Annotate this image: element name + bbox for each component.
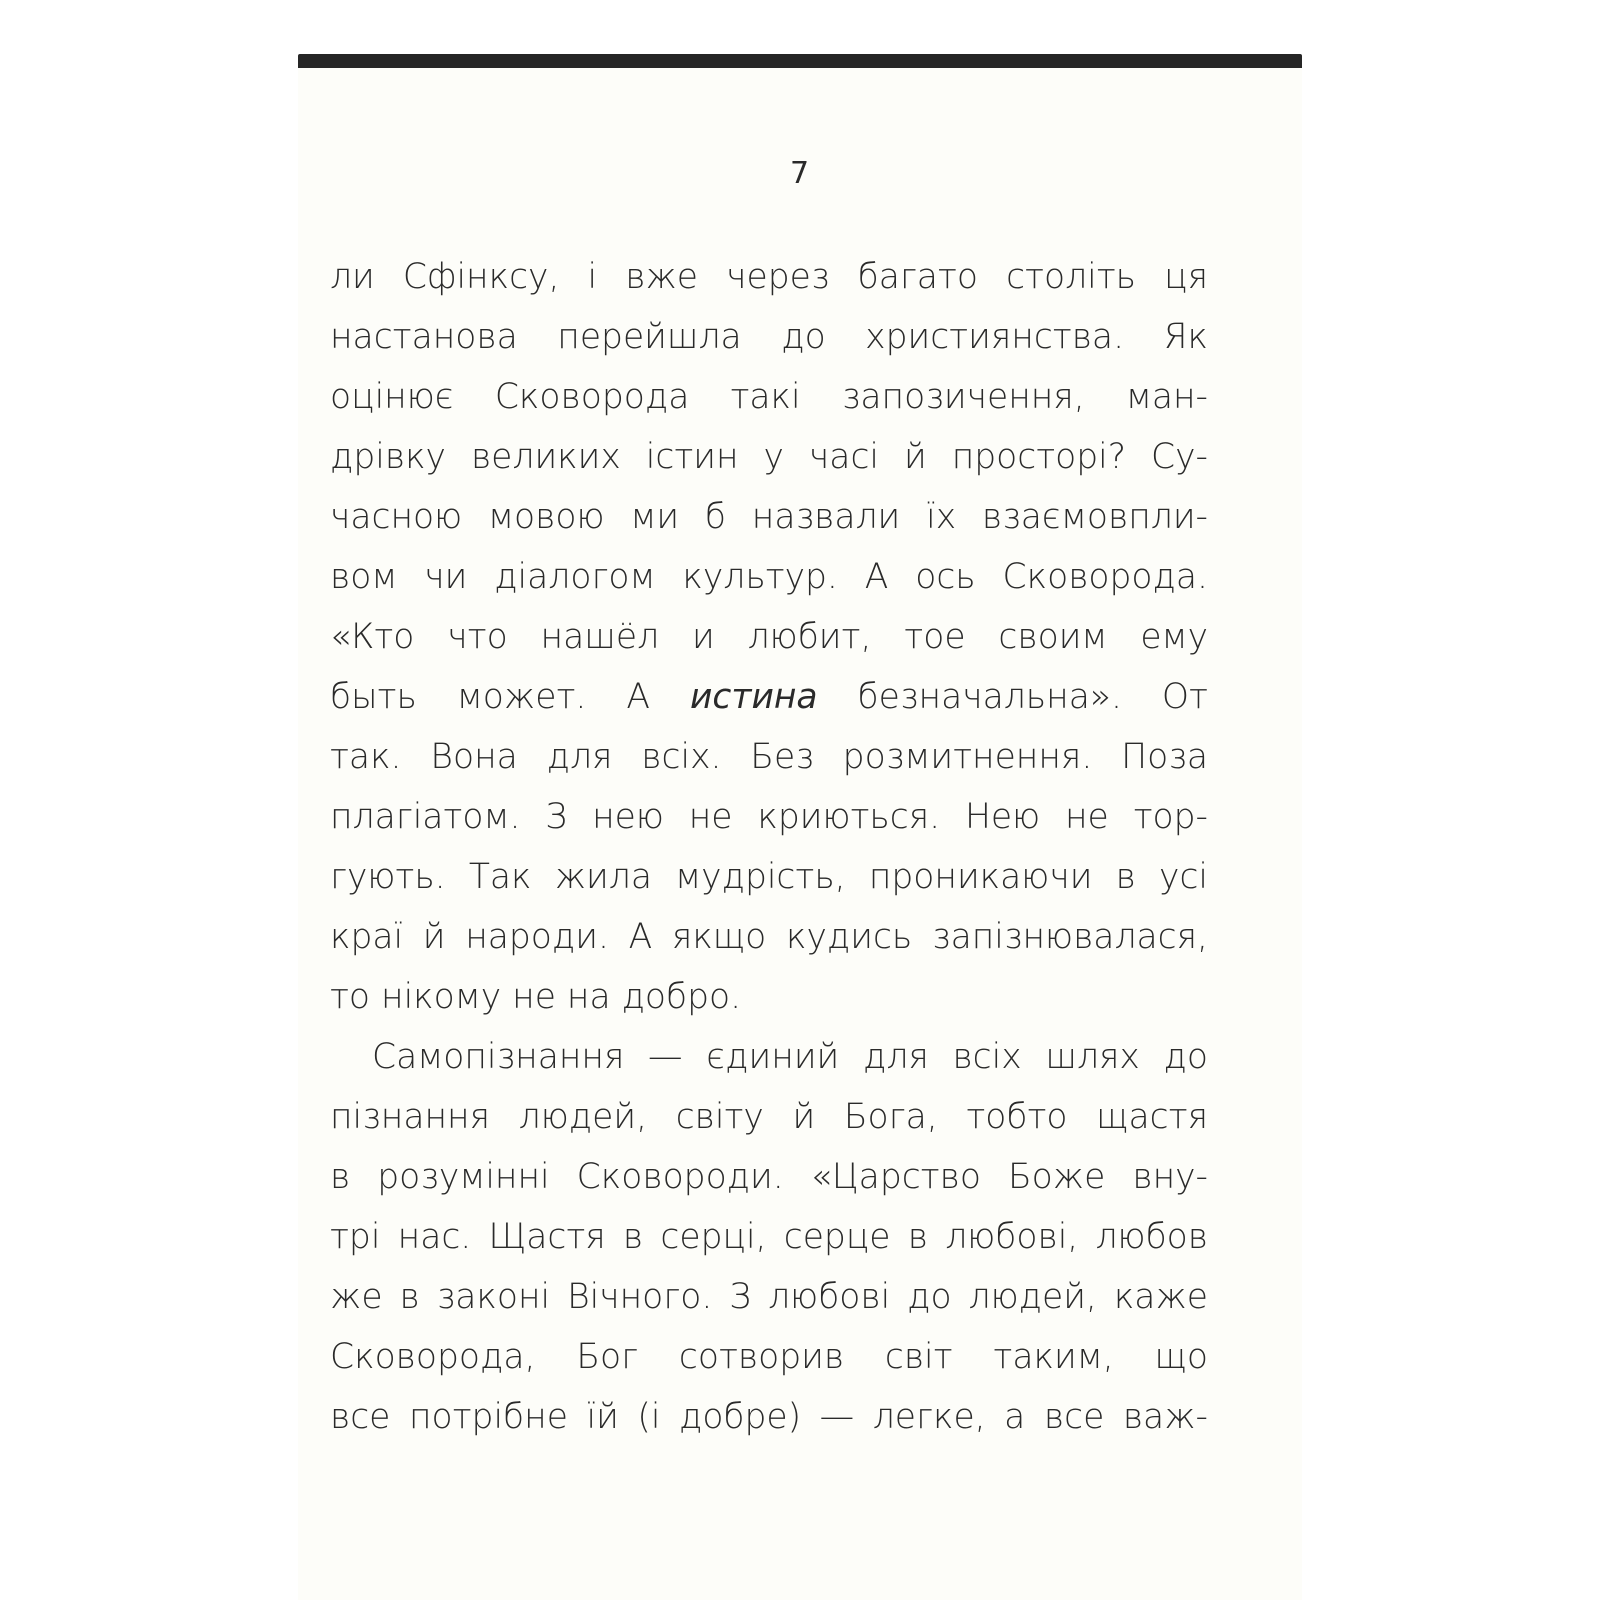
text-segment: быть может. А <box>330 677 690 717</box>
text-line: гують. Так жила мудрість, проникаючи в усі <box>330 857 1208 897</box>
text-line: так. Вона для всіх. Без розмитнення. Поза <box>330 737 1208 777</box>
text-line: Самопізнання — єдиний для всіх шлях до <box>372 1037 1208 1077</box>
text-line: в розумінні Сковороди. «Царство Боже вну- <box>330 1157 1208 1197</box>
text-segment: безначальна». От <box>817 677 1208 717</box>
text-line: же в законі Вічного. З любові до людей, каже <box>330 1277 1208 1317</box>
text-line: то нікому не на добро. <box>330 977 742 1017</box>
text-line: настанова перейшла до християнства. Як <box>330 317 1208 357</box>
text-line: пізнання людей, світу й Бога, тобто щастя <box>330 1097 1208 1137</box>
text-line: часною мовою ми б назвали їх взаємовпли- <box>330 497 1208 537</box>
top-edge-bar <box>298 54 1302 68</box>
text-line: плагіатом. З нею не криються. Нею не тор- <box>330 797 1208 837</box>
text-line-with-italic <box>330 675 1208 719</box>
page-number: 7 <box>789 156 811 191</box>
text-line: оцінює Сковорода такі запозичення, ман- <box>330 377 1208 417</box>
text-line: вом чи діалогом культур. А ось Сковорода. <box>330 557 1208 597</box>
text-line: трі нас. Щастя в серці, серце в любові, любов <box>330 1217 1208 1257</box>
text-line: «Кто что нашёл и любит, тое своим ему <box>330 617 1208 657</box>
italic-word: истина <box>689 677 818 717</box>
text-line: краї й народи. А якщо кудись запізнювалася, <box>330 917 1208 957</box>
text-line: ли Сфінксу, і вже через багато століть ця <box>330 257 1208 297</box>
text-line: все потрібне їй (і добре) — легке, а все важ- <box>330 1397 1208 1437</box>
text-line: дрівку великих істин у часі й просторі? Су- <box>330 437 1208 477</box>
text-line: Сковорода, Бог сотворив світ таким, що <box>330 1337 1208 1377</box>
